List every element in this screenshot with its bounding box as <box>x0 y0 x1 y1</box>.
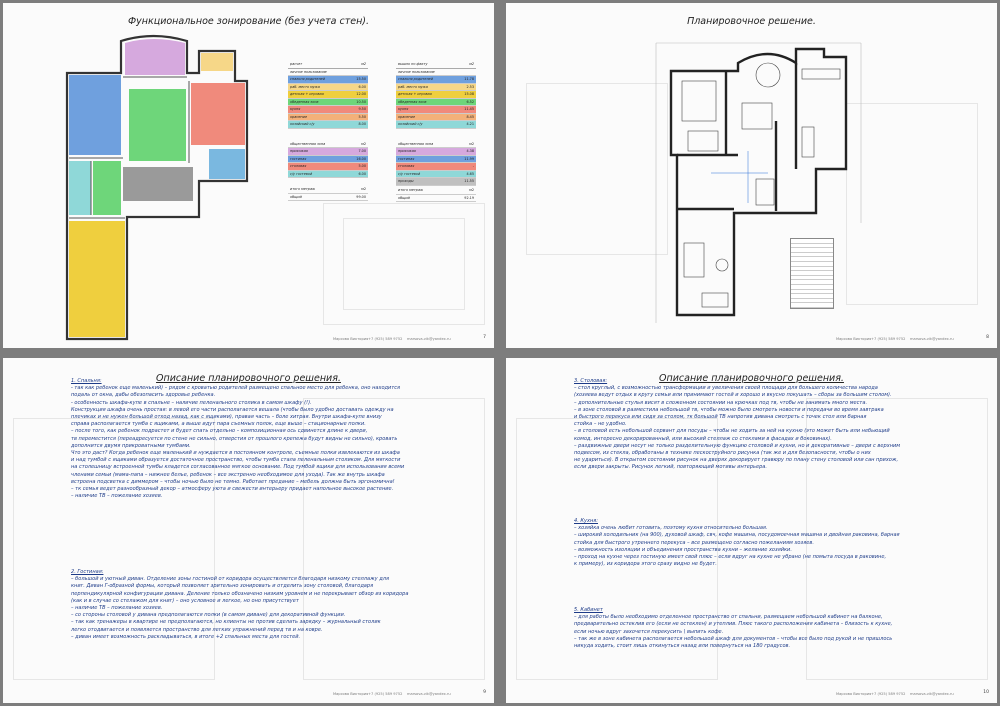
row-label: гостиная <box>290 156 307 161</box>
text-line: – так же в зоне кабинета располагается небольшой шкаф для документов – чтобы все было под рукой и не пришлось <box>574 635 893 642</box>
row-label: личное пользование <box>290 69 327 74</box>
wardrobe-icon <box>688 131 718 151</box>
text-line: и над тумбой с ящиками образуется достаточное пространство, чтобы тумба стала пеленальным столиком. Для мягкости <box>71 457 401 464</box>
chair-icon <box>716 259 728 271</box>
row-value: 15.08 <box>464 92 474 96</box>
text-line: не удариться). В открытом состоянии рисунок на дверях декорирует гравюру по плану стену столовой или сан прихож, <box>574 457 899 464</box>
section-kitchen <box>574 518 994 568</box>
row-value: 6.00 <box>358 84 366 89</box>
row-value: 11.55 <box>464 179 474 183</box>
text-line: – после того, как ребенок подрастет и будет спать отдельно – композиционная ось сдвинется длине к двери, <box>71 428 368 435</box>
text-line: тв переместится (переадресуется по стене не сильно, отверстия от прошлого крепежа будут видны не сильно), кровать <box>71 435 398 442</box>
text-line: – тк семья ведет разнообразный декор – атмосферу уюта и свежести интерьеру придает напольное высокое растение. <box>71 486 394 493</box>
table-row <box>396 178 476 186</box>
text-line: перпендикулярной конфигурации дивана. Деление только обозначено низким уровнем и не перекрывает обзор из коридора <box>71 590 409 597</box>
row-value: 6.00 <box>358 171 366 176</box>
row-label: хозяйский с/у <box>290 122 315 126</box>
row-value: 11.99 <box>464 156 474 161</box>
zone-passage <box>123 167 193 201</box>
text-line: стойка – не удобно. <box>574 421 627 428</box>
text-line: – раздвижные двери несут не только разделительную функцию столовой и кухни, но и декоративные – двери с верхним <box>574 442 901 449</box>
table-row <box>288 163 368 171</box>
text-line: справа располагается тумба с ящиками, а выше идут пара съемных полок, еще выше – стационарные полки. <box>71 421 366 428</box>
table-row <box>288 156 368 164</box>
row-label: детская + игровая <box>290 92 324 96</box>
row-label: кухня <box>290 107 301 111</box>
table-header: расчет м2 <box>288 61 368 69</box>
text-line: – возможность изоляции и объединения пространства кухни – желание хозяйки. <box>574 546 792 553</box>
row-label: общий <box>290 194 302 199</box>
row-label: общий <box>398 195 410 200</box>
footer-author: Марсова Виктория <box>333 692 369 696</box>
text-line: – проход на кухне через гостиную имеет свой плюс – если вдруг на кухне не убрано (не помыта посуда в раковине, <box>574 554 887 561</box>
zone-balcony <box>201 53 233 71</box>
zone-dining <box>129 89 186 161</box>
text-line: членами семьи (мама-папа – нижнее белье, ребенок – все экстренно необходимое для ухода). Так же внутрь шкафа <box>71 471 385 478</box>
text-line: подвесом, из стекла, обработаны в технике пескоструйного рисунка (так же и для безопасности, чтобы о них <box>574 450 871 457</box>
text-line: – наличие ТВ – пожелание хозяев. <box>71 493 163 500</box>
page-title: Описание планировочного решения. <box>659 373 844 384</box>
zone-bedroom <box>69 75 121 155</box>
text-line: - особенность шкафа-купе в спальне – наличие пеленального столика в самом шкафу (!). <box>71 399 312 406</box>
table-fact <box>396 61 476 202</box>
row-label: раб. место мужа <box>290 84 320 89</box>
text-line: плечиках и не нужен большой отход назад, как с ящиками), правая часть – боле хитрая. Внутри шкафа-купе внизу <box>71 414 382 421</box>
text-line: предварительно остеклив его (если не остеклен) и утеплив. Плюс такого расположения кабинета – близость к кухне, <box>574 621 893 628</box>
text-line: на столешницу встроенной тумбы кладется согласованное мягкое основание. Под тумбой ящики для использования всеми <box>71 464 405 471</box>
text-line: (хозяева ведут отдых в кругу семьи или принимают гостей и хорошо и вкусно покушать – сборы за большим столом). <box>574 392 892 399</box>
footer-phone: +7 (925) 589 9752 <box>368 337 403 341</box>
table-row <box>288 141 368 149</box>
row-label: спальня родителей <box>290 77 325 81</box>
kitchen-counter-icon <box>802 69 840 79</box>
zone-kids <box>69 221 125 337</box>
row-label: спальня родителей <box>398 77 433 81</box>
desk-icon <box>702 293 728 307</box>
row-value: 6.52 <box>466 99 474 104</box>
text-line: и быстрого перекуса или сидя за столом, тк большой ТВ напротив дивана смотреть с точек стол или барная <box>574 414 867 421</box>
page-number: 8 <box>986 335 989 340</box>
page-title: Описание планировочного решения. <box>156 373 341 384</box>
row-label: столовая <box>290 164 307 168</box>
text-line: к примеру), из коридора этого сразу видно не будет. <box>574 561 717 568</box>
row-value: 12.00 <box>356 92 366 96</box>
text-line: – со стороны столовой у дивана предполагаются полки (в самом диване) для декоративной функции. <box>71 612 346 619</box>
row-value: 2.53 <box>466 84 474 89</box>
zone-hall <box>125 39 185 75</box>
table-row <box>288 84 368 92</box>
text-line: – в зоне столовой в разместила небольшой тв, чтобы можно было смотреть новости и передачи во время завтрака <box>574 406 884 413</box>
row-value: м2 <box>361 141 366 146</box>
kids-bed-icon <box>684 243 704 277</box>
section-study <box>574 607 994 650</box>
text-line: – стол круглый, с возможностью трансформации и увеличения своей площади для большего количества народа <box>574 385 878 392</box>
text-line: если ночью вдруг захочется перекусить \ выпить кофе. <box>574 628 724 635</box>
row-value: 5.00 <box>358 164 366 168</box>
text-line: – в столовой есть небольшой сервант для посуды – чтобы не ходить за ней на кухню (это может быть или небьющий <box>574 428 890 435</box>
row-value: 4.38 <box>466 149 474 153</box>
page-title: Функциональное зонирование (без учета стен). <box>127 16 370 27</box>
text-line: – для работы было необходимо отделенное пространство от спальни, размещаем небольшой кабинет на балконе, <box>574 614 883 621</box>
page-title: Планировочное решение. <box>687 16 816 27</box>
section-heading: 4. Кухня: <box>574 518 599 524</box>
row-label: общественная зона <box>290 141 326 146</box>
bathtub-icon <box>802 127 814 157</box>
row-label: обеденная зона <box>290 99 319 104</box>
row-value: 5.50 <box>358 114 366 119</box>
section-heading: 3. Столовая: <box>574 378 608 384</box>
footer-phone: +7 (925) 589 9752 <box>871 337 906 341</box>
row-value: 99.00 <box>356 194 366 199</box>
row-label: хранение <box>398 114 416 119</box>
text-line: - так как ребенок еще маленький) – рядом с кроватью родителей размещено спальное место для ребенка, оно находится <box>71 385 401 392</box>
text-line: если двери закрыты. Рисунок легкий, повторяющий мотивы интерьера. <box>574 464 767 471</box>
row-label: хозяйский с/у <box>398 122 423 126</box>
text-line: дополнится двумя прикроватными тумбами. <box>71 442 191 449</box>
row-label: проходы <box>398 179 414 183</box>
table-row <box>396 84 476 92</box>
row-value: м2 <box>469 141 474 146</box>
page-number: 7 <box>483 335 486 340</box>
page-number: 10 <box>983 690 989 695</box>
footer-email: marsova-vik@yandex.ru <box>910 337 954 341</box>
sofa-icon <box>742 103 772 129</box>
table-row <box>396 121 476 129</box>
row-value: м2 <box>361 187 366 191</box>
table-row <box>396 141 476 149</box>
text-line: стойка для быстрого утреннего перекуса – все размещено согласно пожеланиям хозяев. <box>574 539 814 546</box>
row-label: кухня <box>398 107 409 111</box>
row-value: м2 <box>469 188 474 192</box>
footer-author: Марсова Виктория <box>836 337 872 341</box>
row-label: общественная зона <box>398 141 434 146</box>
text-line: комод, интересно декорированный, или высокий стеллаж со стеклами в фасадах и боковинах). <box>574 435 832 442</box>
text-line: книг. Диван Г-образной формы, который позволяет зрительно зонировать и отделить зону столовой, благодаря <box>71 583 374 590</box>
table-row <box>288 171 368 179</box>
table-row <box>396 99 476 107</box>
page-description-1 <box>3 358 494 703</box>
legend-table <box>790 238 834 309</box>
page-number: 9 <box>483 690 486 695</box>
row-label: с/у гостевой <box>398 171 421 176</box>
table-row <box>288 99 368 107</box>
table-row <box>396 106 476 114</box>
footer-phone: +7 (925) 589 9752 <box>871 692 906 696</box>
page-footer <box>3 337 494 345</box>
row-value: 15.50 <box>356 77 366 81</box>
footer-email: marsova-vik@yandex.ru <box>407 692 451 696</box>
table-row <box>396 114 476 122</box>
footer-author: Марсова Виктория <box>836 692 872 696</box>
row-label: гостиная <box>398 156 415 161</box>
row-value: 8.45 <box>466 114 474 119</box>
row-value: 11.45 <box>464 107 474 111</box>
row-label: итого метраж <box>398 188 424 192</box>
zone-bath <box>209 149 245 179</box>
text-line: – дополнительные стулья висят в сложенном состоянии на крючках под тв, чтобы не занимать много места. <box>574 399 868 406</box>
page-description-2 <box>506 358 997 703</box>
table-row <box>288 186 368 194</box>
table-plan <box>288 61 368 201</box>
table-row <box>288 91 368 99</box>
row-label: раб. место мужа <box>398 84 428 89</box>
table-row <box>288 69 368 77</box>
footer-email: marsova-vik@yandex.ru <box>910 692 954 696</box>
row-value: 7.00 <box>358 149 366 153</box>
text-line: – большой и уютный диван. Отделение зоны гостиной от коридора осуществляется благодаря низкому стеллажу для <box>71 576 389 583</box>
text-line: Что это даст? Когда ребенок еще маленький и нуждается в постоянном контроле, съемные полки извлекаются из шкафа <box>71 450 400 457</box>
row-value: 92.19 <box>464 195 474 200</box>
zone-wc <box>69 161 91 215</box>
row-label: с/у гостевой <box>290 171 313 176</box>
text-line: никуда ходить, стоит лишь откинуться назад или повернуться на 180 градусов. <box>574 643 791 650</box>
page-layout <box>506 3 997 348</box>
table-row <box>288 148 368 156</box>
section-living-room <box>71 569 491 641</box>
row-value: 11.78 <box>464 77 474 81</box>
section-heading: 5. Кабинет <box>574 607 603 613</box>
page-footer <box>506 692 997 700</box>
table-header: вышло по факту м2 <box>396 61 476 69</box>
row-label: прихожая <box>290 149 308 153</box>
row-value: - <box>472 164 474 168</box>
text-line: Конструкция шкафа очень простая: в левой его части располагается вешала (чтобы было удобно доставать одежду на <box>71 406 394 413</box>
table-row <box>396 195 476 203</box>
row-value: 16.00 <box>356 156 366 161</box>
section-heading: 1. Спальня: <box>71 378 102 384</box>
text-line: легко отодвигается и появляется пространство для легких упражнений перед тв и на ковре. <box>71 626 323 633</box>
floor-plan <box>506 3 997 348</box>
page-footer <box>506 337 997 345</box>
table-row <box>396 148 476 156</box>
storage-icon <box>756 179 774 205</box>
row-value: 9.50 <box>358 107 366 111</box>
zone-storage <box>93 161 121 215</box>
text-line: – так как тренажеры в квартире не предполагаются, но клиенты не против сделать зарядку – журнальный столик <box>71 619 381 626</box>
table-row <box>396 187 476 195</box>
table-row <box>396 76 476 84</box>
text-line: – хозяйка очень любит готовить, поэтому кухня относительно большая. <box>574 525 768 532</box>
text-line: – диван имеет возможность раскладываться, в итоге +2 спальных места для гостей. <box>71 633 301 640</box>
row-value: 10.50 <box>356 99 366 104</box>
text-line: – широкий холодильник (на 900), духовой шкаф, свч, кофе машина, посудомоечная машина и двойная раковина, барная <box>574 532 900 539</box>
page-footer <box>3 692 494 700</box>
table-row <box>396 156 476 164</box>
row-label: детская + игровая <box>398 92 432 96</box>
footer-phone: +7 (925) 589 9752 <box>368 692 403 696</box>
table-row <box>288 76 368 84</box>
table-row <box>288 194 368 202</box>
section-dining <box>574 378 994 472</box>
row-label: итого метраж <box>290 187 316 191</box>
table-row <box>396 91 476 99</box>
row-value: 4.65 <box>466 171 474 176</box>
section-bedroom <box>71 378 491 500</box>
text-line: встроена подсветка с диммером – чтобы ночью было не темно. Работает предание – мебель должна быть эргономична! <box>71 478 395 485</box>
table-row <box>288 121 368 129</box>
legend-row <box>791 303 833 308</box>
text-line: подаль от окна, дабы обезопасить здоровье ребенка. <box>71 392 216 399</box>
table-row <box>288 114 368 122</box>
table-row <box>396 69 476 77</box>
row-label: хранение <box>290 114 308 119</box>
table-row <box>288 106 368 114</box>
row-label: обеденная зона <box>398 99 427 104</box>
row-value: 4.21 <box>466 122 474 126</box>
footer-email: marsova-vik@yandex.ru <box>407 337 451 341</box>
bed-icon <box>682 81 716 121</box>
text-line: – наличие ТВ – пожелание хозяев. <box>71 605 163 612</box>
dining-table-icon <box>756 63 780 87</box>
row-label: прихожая <box>398 149 416 153</box>
footer-author: Марсова Виктория <box>333 337 369 341</box>
row-value: 8.00 <box>358 122 366 126</box>
table-row <box>396 171 476 179</box>
zone-kitchen <box>191 83 245 145</box>
section-heading: 2. Гостиная: <box>71 569 104 575</box>
text-line: (как и в случае со стелажом для книг) – оно условное и легкое, но оно присутствует <box>71 597 299 604</box>
row-label: столовая <box>398 164 415 168</box>
table-row <box>396 163 476 171</box>
row-label: личное пользование <box>398 69 435 74</box>
page-zoning <box>3 3 494 348</box>
